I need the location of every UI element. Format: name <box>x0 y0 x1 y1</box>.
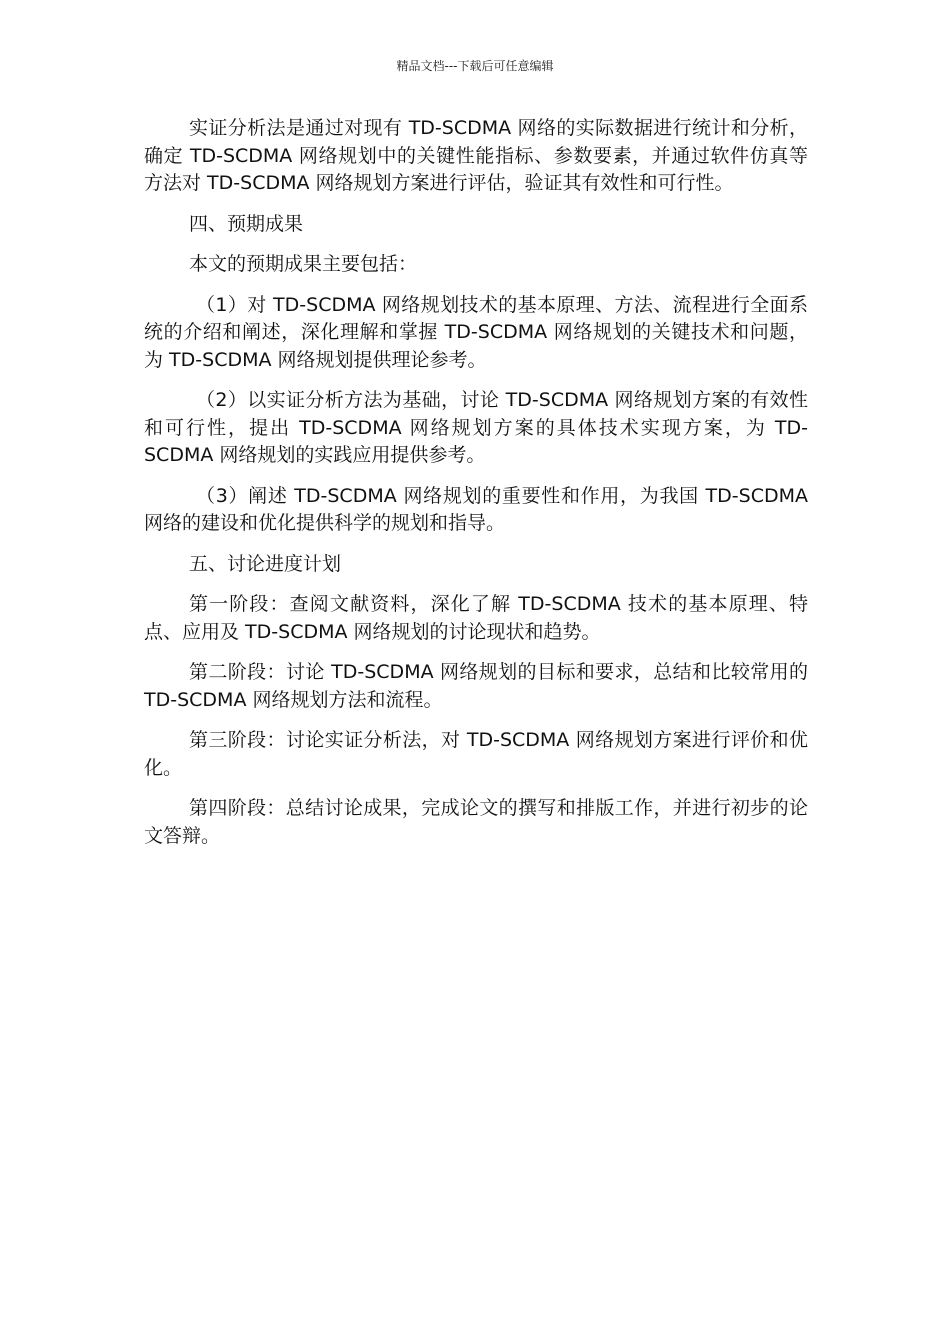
document-body <box>144 115 808 863</box>
list-item-result-3: （3）阐述 TD-SCDMA 网络规划的重要性和作用，为我国 TD-SCDMA 网络的建设和优化提供科学的规划和指导。 <box>144 484 808 534</box>
schedule-stage-3: 第三阶段：讨论实证分析法，对 TD-SCDMA 网络规划方案进行评价和优化。 <box>144 729 808 779</box>
list-item-result-2: （2）以实证分析方法为基础，讨论 TD-SCDMA 网络规划方案的有效性和可行性，提出 TD-SCDMA 网络规划方案的具体技术实现方案，为 TD-SCDMA 网络规划的实践应用提供参考。 <box>144 389 808 466</box>
page-header: 精品文档---下载后可任意编辑 <box>396 59 554 73</box>
section-heading-expected-results: 四、预期成果 <box>189 212 304 235</box>
schedule-stage-1: 第一阶段：查阅文献资料，深化了解 TD-SCDMA 技术的基本原理、特点、应用及 TD-SCDMA 网络规划的讨论现状和趋势。 <box>144 593 808 643</box>
schedule-stage-2: 第二阶段：讨论 TD-SCDMA 网络规划的目标和要求，总结和比较常用的 TD-SCDMA 网络规划方法和流程。 <box>144 661 808 711</box>
paragraph-empirical-method: 实证分析法是通过对现有 TD-SCDMA 网络的实际数据进行统计和分析，确定 TD-SCDMA 网络规划中的关键性能指标、参数要素，并通过软件仿真等方法对 TD-SCDMA 网络规划方案进行评估，验证其有效性和可行性。 <box>144 117 808 194</box>
paragraph-results-intro: 本文的预期成果主要包括： <box>189 253 418 275</box>
schedule-stage-4: 第四阶段：总结讨论成果，完成论文的撰写和排版工作，并进行初步的论文答辩。 <box>144 797 808 847</box>
list-item-result-1: （1）对 TD-SCDMA 网络规划技术的基本原理、方法、流程进行全面系统的介绍和阐述，深化理解和掌握 TD-SCDMA 网络规划的关键技术和问题，为 TD-SCDMA 网络规划提供理论参考。 <box>144 293 808 371</box>
section-heading-schedule: 五、讨论进度计划 <box>189 552 342 575</box>
